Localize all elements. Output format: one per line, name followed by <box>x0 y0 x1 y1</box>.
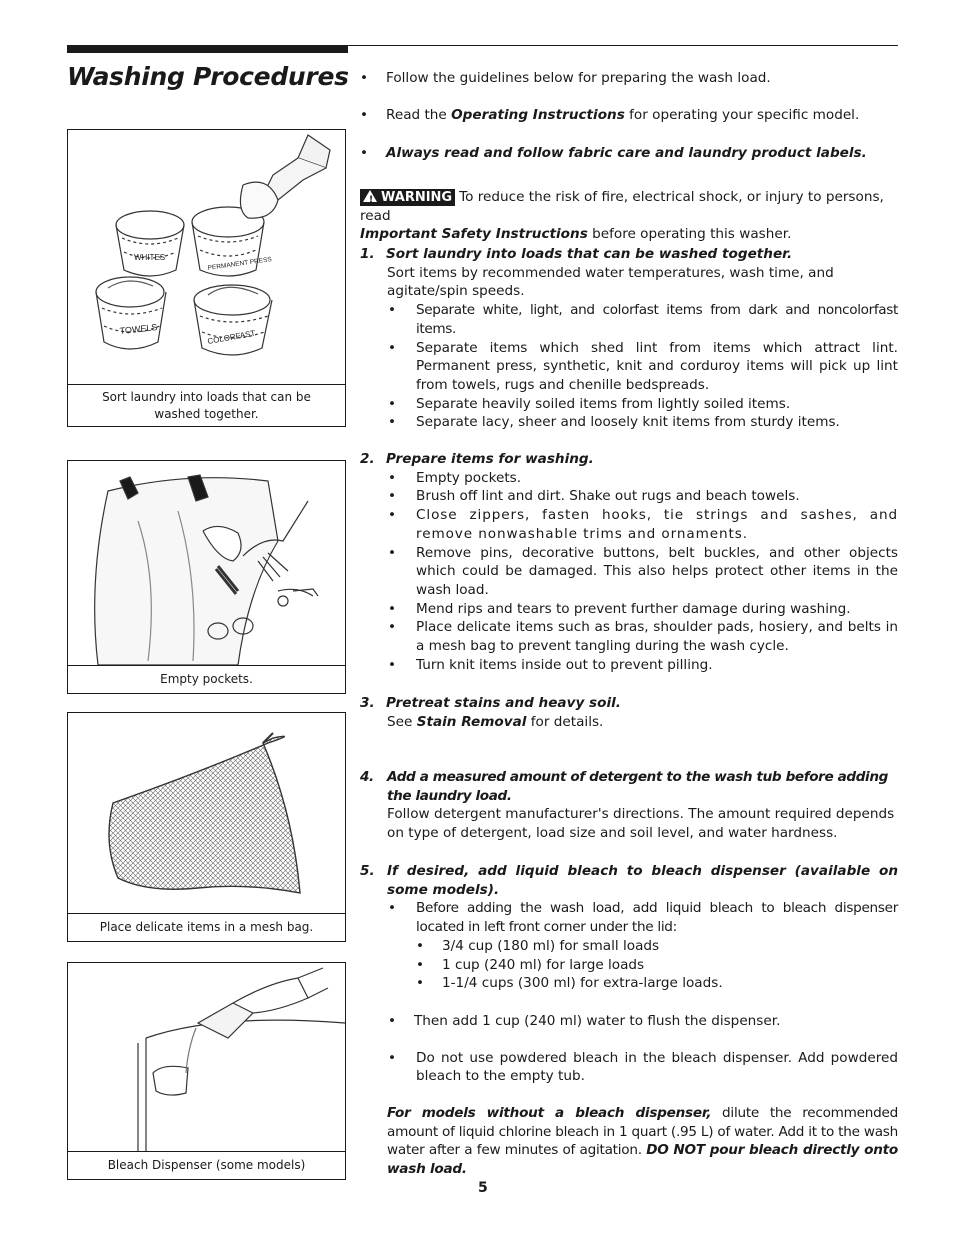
step-5: 5. If desired, add liquid bleach to bleach dispenser (available on some models). • Before adding the wash load, add liquid bleach to bleach dispenser located in left front corner under the lid: • 3/4 cup (180 ml) for small loads • 1 cup (240 ml) for large loads • 1-1/4 cups (300 ml) for extra-large loads. • Then add 1 cup (240 ml) water to flush the dispenser. • Do not use powdered bleach in the bleach dispenser. Add powdered bleach to the empty tub. For models without a bleach dispenser, dilute the recommended amount of liquid chlorine bleach in 1 quart (.95 L) of water. Add it to the wash water after a few minutes of agitation. DO NOT pour bleach directly onto wash load. <box>360 863 898 1178</box>
basket-label-permanent-press: PERMANENT PRESS <box>207 256 273 272</box>
step-1-heading: Sort laundry into loads that can be washed together. <box>386 246 793 262</box>
list-item: Place delicate items such as bras, shoulder pads, hosiery, and belts in a mesh bag to prevent tangling during the wash cycle. <box>416 619 898 655</box>
figure-caption: Bleach Dispenser (some models) <box>68 1151 345 1179</box>
list-item: Separate items which shed lint from items which attract lint. Permanent press, synthetic, knit and corduroy items will pick up lint from towels, rugs and chenille bedspreads. <box>416 339 898 393</box>
step-1: 1. Sort laundry into loads that can be washed together. Sort items by recommended water temperatures, wash time, and agitate/spin speeds. • Separate white, light, and colorfast items from dark and noncolorfast items. • Separate items which shed lint from items which attract lint. Permanent press, synthetic, knit and corduroy items will pick up lint from towels, rugs and chenille bedspreads. • Separate heavily soiled items from lightly soiled items. • Separate lacy, sheer and loosely knit items from sturdy items. <box>360 246 898 431</box>
figure-caption: Sort laundry into loads that can be washed together. <box>68 384 345 426</box>
basket-label-colorfast: COLORFAST <box>206 328 257 346</box>
warning-block: ! WARNING To reduce the risk of fire, electrical shock, or injury to persons, read Important Safety Instructions before operating this washer. <box>360 189 884 243</box>
list-item: Brush off lint and dirt. Shake out rugs and beach towels. <box>416 488 800 505</box>
figure-sort-laundry <box>67 129 346 427</box>
figure-empty-pockets <box>67 460 346 694</box>
list-item: Separate white, light, and colorfast items from dark and noncolorfast items. <box>416 302 898 337</box>
list-item: Empty pockets. <box>416 469 522 486</box>
step-2-heading: Prepare items for washing. <box>386 451 594 467</box>
list-item: Do not use powdered bleach in the bleach dispenser. Add powdered bleach to the empty tub. <box>416 1049 898 1085</box>
step-3: 3. Pretreat stains and heavy soil. See Stain Removal for details. <box>360 695 621 730</box>
intro-bullet-2: • Read the Operating Instructions for operating your specific model. <box>360 107 860 123</box>
list-item: Mend rips and tears to prevent further damage during washing. <box>416 600 851 617</box>
basket-label-towels: TOWELS <box>119 322 158 336</box>
list-item: Before adding the wash load, add liquid bleach to bleach dispenser located in left front corner under the lid: <box>416 900 898 936</box>
list-item: 1 cup (240 ml) for large loads <box>442 956 645 973</box>
header-rule-thick <box>67 45 348 53</box>
intro-bullet-1: • Follow the guidelines below for preparing the wash load. <box>360 70 771 86</box>
list-item: Separate heavily soiled items from lightly soiled items. <box>416 395 791 412</box>
step-2: 2. Prepare items for washing. • Empty pockets. • Brush off lint and dirt. Shake out rugs and beach towels. • Close zippers, fasten hooks, tie strings and sashes, and remove nonwashable trims and ornaments. • Remove pins, decorative buttons, belt buckles, and other objects which could be damaged. This also helps protect other items in the wash load. • Mend rips and tears to prevent further damage during washing. • Place delicate items such as bras, shoulder pads, hosiery, and belts in a mesh bag to prevent tangling during the wash cycle. • Turn knit items inside out to prevent pilling. <box>360 451 898 673</box>
instructions-column <box>360 0 898 1235</box>
list-item: 1-1/4 cups (300 ml) for extra-large loads. <box>442 975 723 992</box>
list-item: Close zippers, fasten hooks, tie strings and sashes, and remove nonwashable trims and ornaments. <box>416 507 898 542</box>
step-4-heading: Add a measured amount of detergent to the wash tub before adding the laundry load. <box>387 769 888 804</box>
basket-label-whites: WHITES <box>134 253 166 262</box>
step-5-heading: If desired, add liquid bleach to bleach dispenser (available on some models). <box>387 863 898 898</box>
page-title: Washing Procedures <box>67 62 349 91</box>
mesh-bag-illustration <box>68 713 345 913</box>
list-item: Remove pins, decorative buttons, belt buckles, and other objects which could be damaged. This also helps protect other items in the wash load. <box>416 544 898 598</box>
laundry-baskets-illustration <box>68 130 345 386</box>
figure-mesh-bag <box>67 712 346 942</box>
warning-badge: ! WARNING <box>360 189 455 206</box>
list-item: Then add 1 cup (240 ml) water to flush the dispenser. <box>414 1012 781 1029</box>
step-4: 4. Add a measured amount of detergent to the wash tub before adding the laundry load. Follow detergent manufacturer's directions. The amount required depends on type of detergent, load size and soil level, and water hardness. <box>360 769 895 842</box>
pants-pocket-illustration <box>68 461 345 665</box>
list-item: Separate lacy, sheer and loosely knit items from sturdy items. <box>416 414 840 431</box>
figure-bleach-dispenser <box>67 962 346 1180</box>
list-item: Turn knit items inside out to prevent pilling. <box>416 656 713 673</box>
list-item: 3/4 cup (180 ml) for small loads <box>442 937 660 954</box>
step-3-heading: Pretreat stains and heavy soil. <box>386 695 621 711</box>
figure-caption: Empty pockets. <box>68 665 345 693</box>
page-number: 5 <box>478 1180 488 1196</box>
figure-caption: Place delicate items in a mesh bag. <box>68 913 345 941</box>
bleach-note: For models without a bleach dispenser, dilute the recommended amount of liquid chlorine bleach in 1 quart (.95 L) of water. Add it to the wash water after a few minutes of agitation. DO NOT pour bleach directly onto wash load. <box>387 1105 898 1178</box>
intro-bullet-3: • Always read and follow fabric care and laundry product labels. <box>360 145 867 161</box>
warning-triangle-icon: ! <box>363 190 377 202</box>
bleach-pouring-illustration <box>68 963 345 1151</box>
